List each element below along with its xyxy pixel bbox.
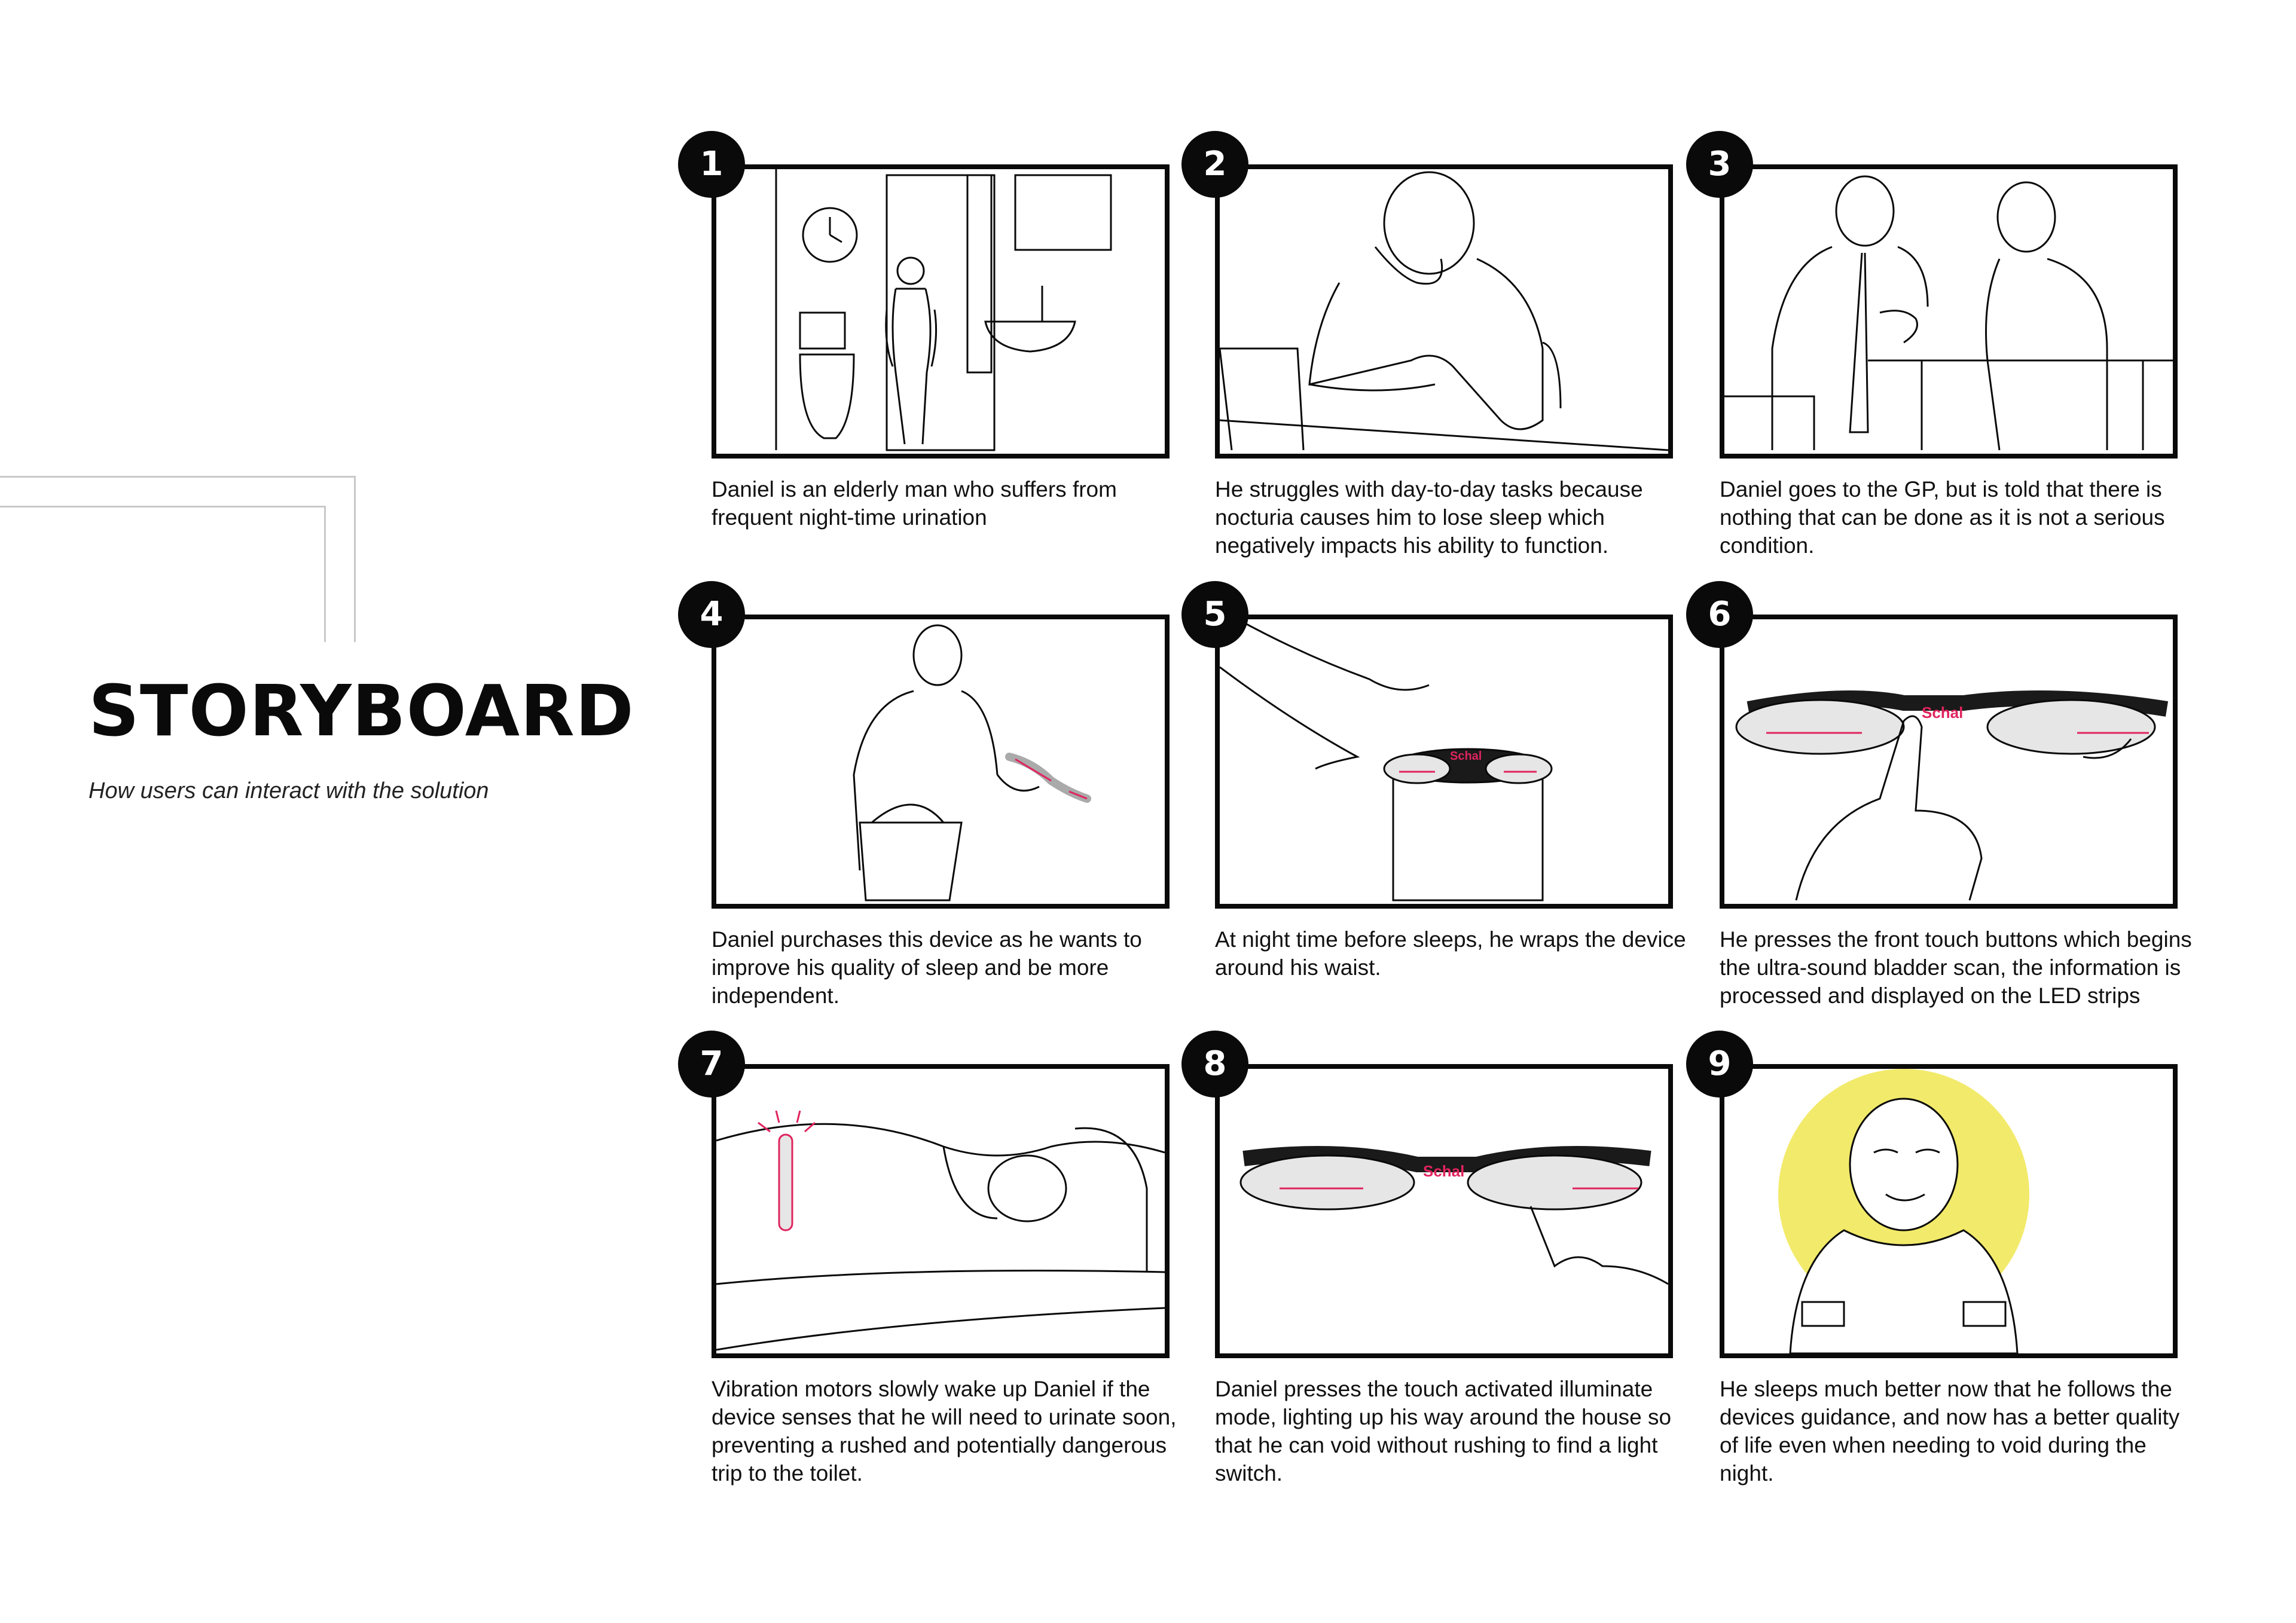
panel-illustration (712, 615, 1170, 909)
device-brand-text: Schal (1922, 704, 1964, 722)
panel-illustration (1720, 1064, 2178, 1358)
panel-number-badge: 8 (1181, 1031, 1248, 1098)
panel-number-badge: 4 (678, 581, 745, 648)
panel-caption: Daniel goes to the GP, but is told that there is nothing that can be done as it is not a serious condition. (1720, 477, 2165, 558)
panel-caption: Vibration motors slowly wake up Daniel if the device senses that he will need to urinate soon, preventing a rushed and potentially dangerous trip to the toilet. (712, 1377, 1177, 1486)
shopping-scene-illustration (716, 619, 1165, 904)
panel-caption: At night time before sleeps, he wraps the device around his waist. (1215, 927, 1686, 980)
panel-caption: He presses the front touch buttons which begins the ultra-sound bladder scan, the information is processed and displayed on the LED strips (1720, 927, 2192, 1008)
panel-caption: Daniel purchases this device as he wants to improve his quality of sleep and be more independent. (712, 927, 1142, 1008)
panel-number-badge: 2 (1181, 131, 1248, 198)
bathroom-scene-illustration (716, 169, 1165, 454)
panel-caption: Daniel presses the touch activated illuminate mode, lighting up his way around the house so that he can void without rushing to find a light switch. (1215, 1377, 1672, 1486)
panel-illustration (712, 164, 1170, 459)
sleeping-scene-illustration (716, 1069, 1165, 1353)
panel-caption: Daniel is an elderly man who suffers from frequent night-time urination (712, 477, 1117, 530)
panel-number-badge: 7 (678, 1031, 745, 1098)
panel-number-badge: 6 (1686, 581, 1753, 648)
panel-number-badge: 1 (678, 131, 745, 198)
panel-caption: He sleeps much better now that he follows the devices guidance, and now has a better quality of life even when needing to void during the night. (1720, 1377, 2180, 1486)
page-title: STORYBOARD (88, 670, 634, 752)
panel-illustration (712, 1064, 1170, 1358)
doctor-visit-scene-illustration (1724, 169, 2173, 454)
illuminate-mode-scene-illustration (1220, 1069, 1668, 1353)
panel-illustration (1215, 164, 1673, 459)
panel-caption: He struggles with day-to-day tasks because nocturia causes him to lose sleep which negatively impacts his ability to function. (1215, 477, 1643, 558)
device-brand-text: Schal (1450, 750, 1482, 763)
panel-illustration (1215, 615, 1673, 909)
panel-number-badge: 5 (1181, 581, 1248, 648)
panel-number-badge: 9 (1686, 1031, 1753, 1098)
tired-at-desk-scene-illustration (1220, 169, 1668, 454)
panel-illustration (1720, 164, 2178, 459)
happy-man-scene-illustration (1724, 1069, 2173, 1353)
panel-illustration (1215, 1064, 1673, 1358)
device-brand-text: Schal (1423, 1162, 1465, 1180)
panel-illustration (1720, 615, 2178, 909)
page-subtitle: How users can interact with the solution (88, 778, 489, 803)
decorative-corner-inner (0, 506, 326, 642)
wrapping-device-scene-illustration (1220, 619, 1668, 904)
panel-number-badge: 3 (1686, 131, 1753, 198)
touch-buttons-scene-illustration (1724, 619, 2173, 904)
